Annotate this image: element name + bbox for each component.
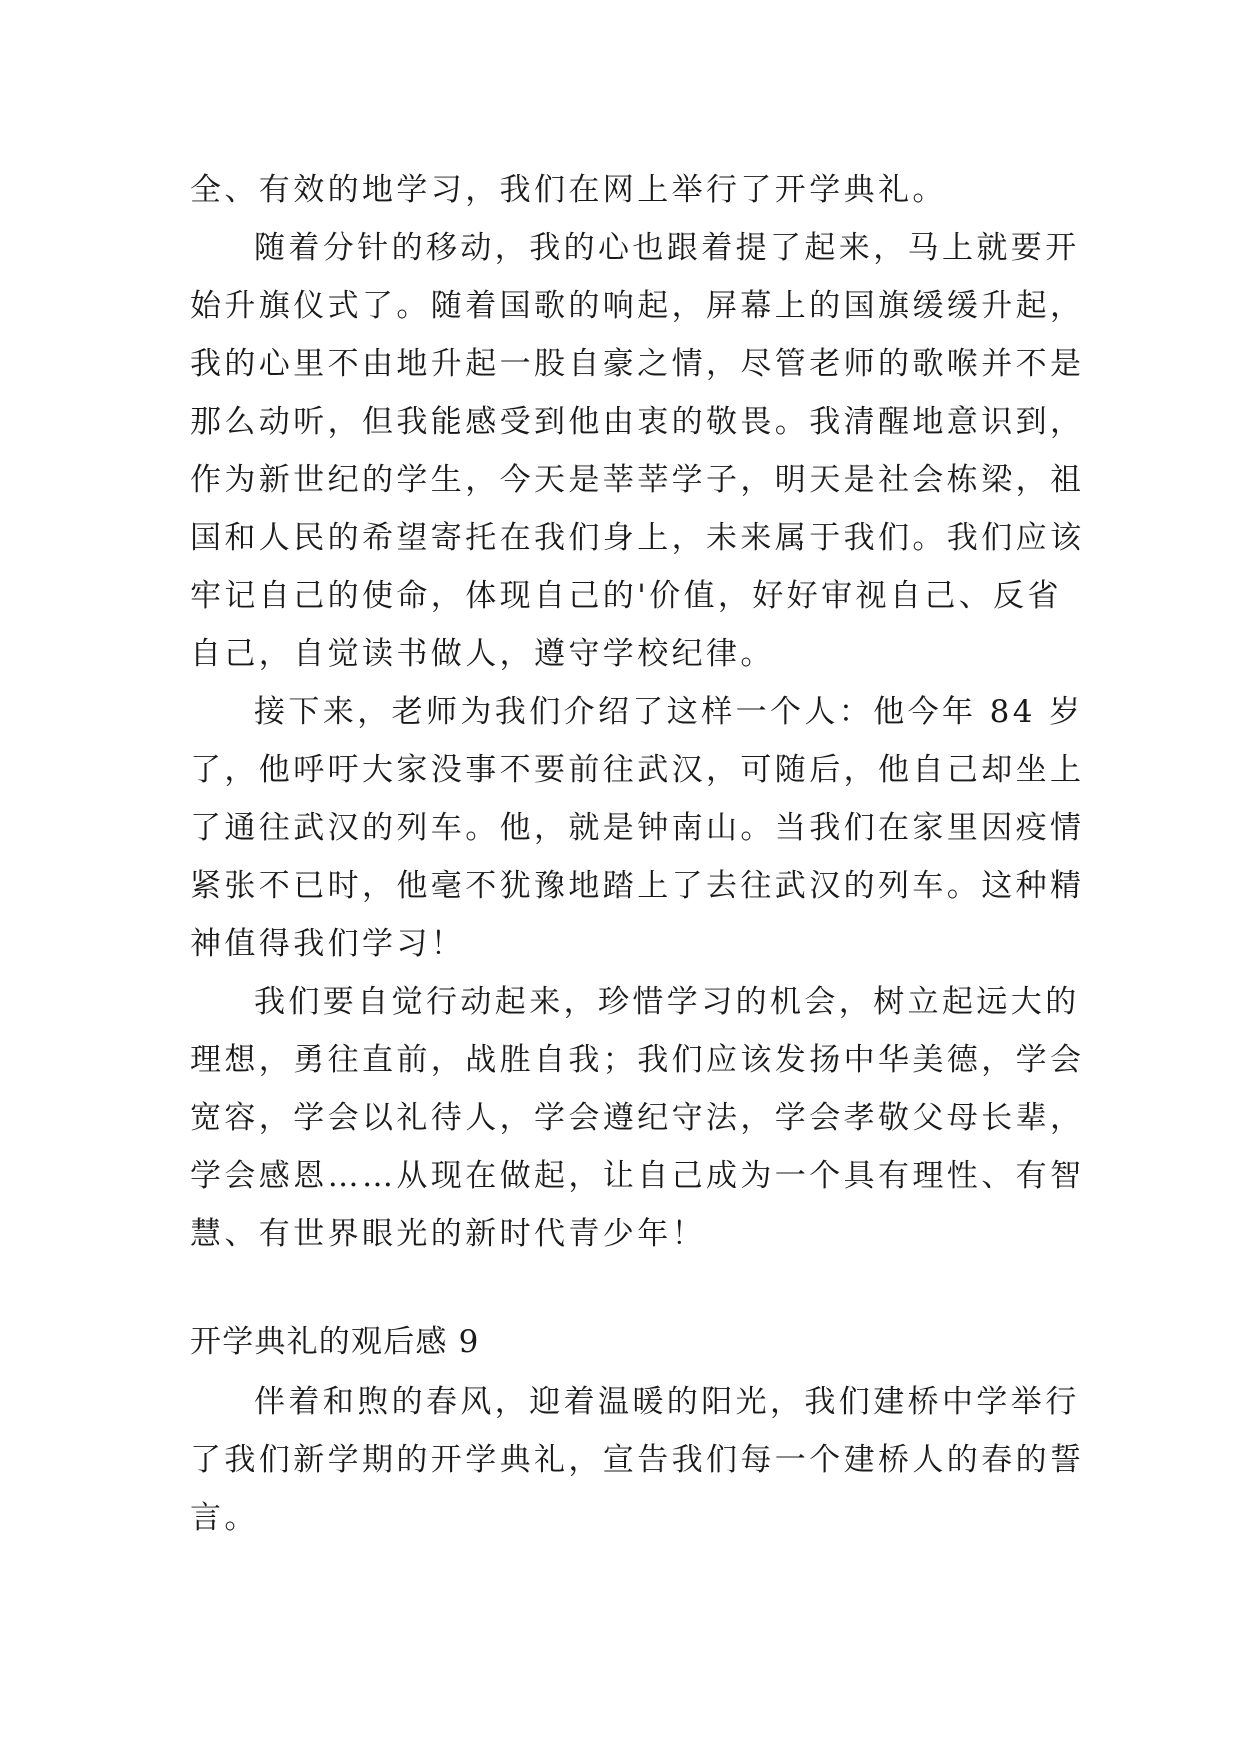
section-heading: 开学典礼的观后感 9 — [190, 1324, 480, 1360]
paragraph-line: 神值得我们学习！ — [190, 926, 466, 962]
paragraph-line: 言。 — [190, 1500, 259, 1536]
paragraph-line: 了我们新学期的开学典礼，宣告我们每一个建桥人的春的誓 — [190, 1442, 1085, 1478]
paragraph-line: 国和人民的希望寄托在我们身上，未来属于我们。我们应该 — [190, 520, 1085, 556]
paragraph-line: 紧张不已时，他毫不犹豫地踏上了去往武汉的列车。这种精 — [190, 868, 1085, 904]
paragraph-line: 了通往武汉的列车。他，就是钟南山。当我们在家里因疫情 — [190, 810, 1085, 846]
paragraph-line: 自己，自觉读书做人，遵守学校纪律。 — [190, 636, 775, 672]
paragraph-line: 学会感恩……从现在做起，让自己成为一个具有理性、有智 — [190, 1158, 1085, 1194]
paragraph-line: 接下来，老师为我们介绍了这样一个人：他今年 84 岁 — [254, 694, 1084, 730]
paragraph-line: 始升旗仪式了。随着国歌的响起，屏幕上的国旗缓缓升起， — [190, 288, 1085, 324]
paragraph-line: 那么动听，但我能感受到他由衷的敬畏。我清醒地意识到， — [190, 404, 1085, 440]
paragraph-line: 理想，勇往直前，战胜自我；我们应该发扬中华美德，学会 — [190, 1042, 1085, 1078]
paragraph-line: 宽容，学会以礼待人，学会遵纪守法，学会孝敬父母长辈， — [190, 1100, 1085, 1136]
paragraph-line: 我的心里不由地升起一股自豪之情，尽管老师的歌喉并不是 — [190, 346, 1085, 382]
paragraph-line: 牢记自己的使命，体现自己的'价值，好好审视自己、反省 — [190, 578, 1062, 614]
paragraph-line: 全、有效的地学习，我们在网上举行了开学典礼。 — [190, 172, 947, 208]
paragraph-line: 了，他呼吁大家没事不要前往武汉，可随后，他自己却坐上 — [190, 752, 1085, 788]
paragraph-line: 我们要自觉行动起来，珍惜学习的机会，树立起远大的 — [254, 984, 1080, 1020]
paragraph-line: 慧、有世界眼光的新时代青少年！ — [190, 1216, 706, 1252]
paragraph-line: 随着分针的移动，我的心也跟着提了起来，马上就要开 — [254, 230, 1080, 266]
paragraph-line: 伴着和煦的春风，迎着温暖的阳光，我们建桥中学举行 — [254, 1384, 1080, 1420]
paragraph-line: 作为新世纪的学生，今天是莘莘学子，明天是社会栋梁，祖 — [190, 462, 1085, 498]
